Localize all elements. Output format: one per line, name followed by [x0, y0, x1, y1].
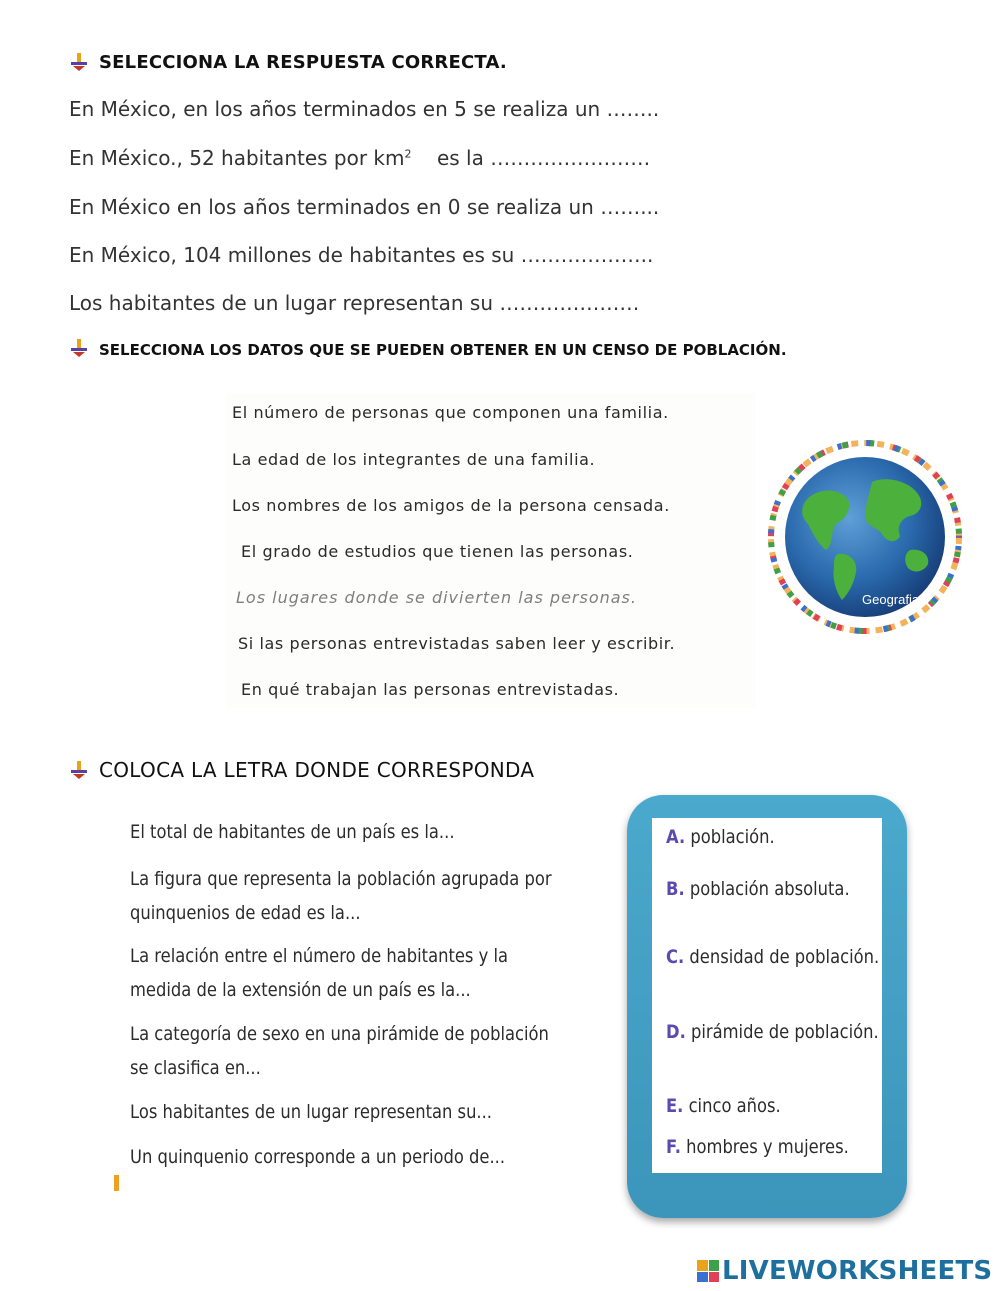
question-3: En México en los años terminados en 0 se realiza un ……... [69, 195, 660, 219]
statement-3: La relación entre el número de habitantes y la medida de la extensión de un país es la... [130, 945, 509, 1001]
question-4: En México, 104 millones de habitantes es su ……………….. [69, 243, 654, 267]
census-item: Los lugares donde se divierten las personas. [236, 588, 637, 607]
census-item: El grado de estudios que tienen las personas. [241, 542, 634, 561]
bullet-arrow-icon [69, 338, 89, 358]
census-item: Si las personas entrevistadas saben leer y escribir. [238, 634, 676, 653]
option-d: D. pirámide de población. [666, 1021, 879, 1043]
text-cursor[interactable] [114, 1175, 119, 1191]
section1-heading: SELECCIONA LA RESPUESTA CORRECTA. [99, 52, 507, 73]
answer-options-card [627, 795, 907, 1218]
census-item: Los nombres de los amigos de la persona censada. [232, 496, 670, 515]
statement-2: La figura que representa la población agrupada por quinquenios de edad es la... [130, 868, 552, 924]
option-c: C. densidad de población. [666, 946, 880, 968]
option-e: E. cinco años. [666, 1095, 781, 1117]
bullet-arrow-icon [69, 52, 89, 72]
census-item: La edad de los integrantes de una familia. [232, 450, 596, 469]
section2-heading: SELECCIONA LOS DATOS QUE SE PUEDEN OBTENER EN UN CENSO DE POBLACIÓN. [99, 341, 787, 359]
liveworksheets-logo[interactable] [697, 1256, 992, 1286]
globe-illustration [760, 432, 970, 642]
statement-4: La categoría de sexo en una pirámide de población se clasifica en... [130, 1023, 549, 1079]
statement-6: Un quinquenio corresponde a un periodo de... [130, 1146, 506, 1168]
option-f: F. hombres y mujeres. [666, 1136, 849, 1158]
brand-name: LIVEWORKSHEETS [722, 1256, 993, 1286]
section3-heading: COLOCA LA LETRA DONDE CORRESPONDA [99, 758, 535, 782]
question-1: En México, en los años terminados en 5 se realiza un …….. [69, 97, 660, 121]
statement-1: El total de habitantes de un país es la... [130, 821, 455, 843]
question-5: Los habitantes de un lugar representan su ………………… [69, 291, 640, 315]
question-2: En México., 52 habitantes por $km^2$ es la …………………… [69, 146, 651, 170]
logo-blocks-icon [697, 1260, 719, 1282]
answer-options-panel [652, 818, 882, 1173]
census-options-image [226, 393, 756, 708]
option-a: A. población. [666, 826, 775, 848]
statement-5: Los habitantes de un lugar representan su... [130, 1101, 493, 1123]
globe-label: Geografia [862, 592, 920, 607]
census-item: En qué trabajan las personas entrevistadas. [241, 680, 620, 699]
bullet-arrow-icon [69, 760, 89, 780]
census-item: El número de personas que componen una familia. [232, 403, 669, 422]
option-b: B. población absoluta. [666, 878, 850, 900]
